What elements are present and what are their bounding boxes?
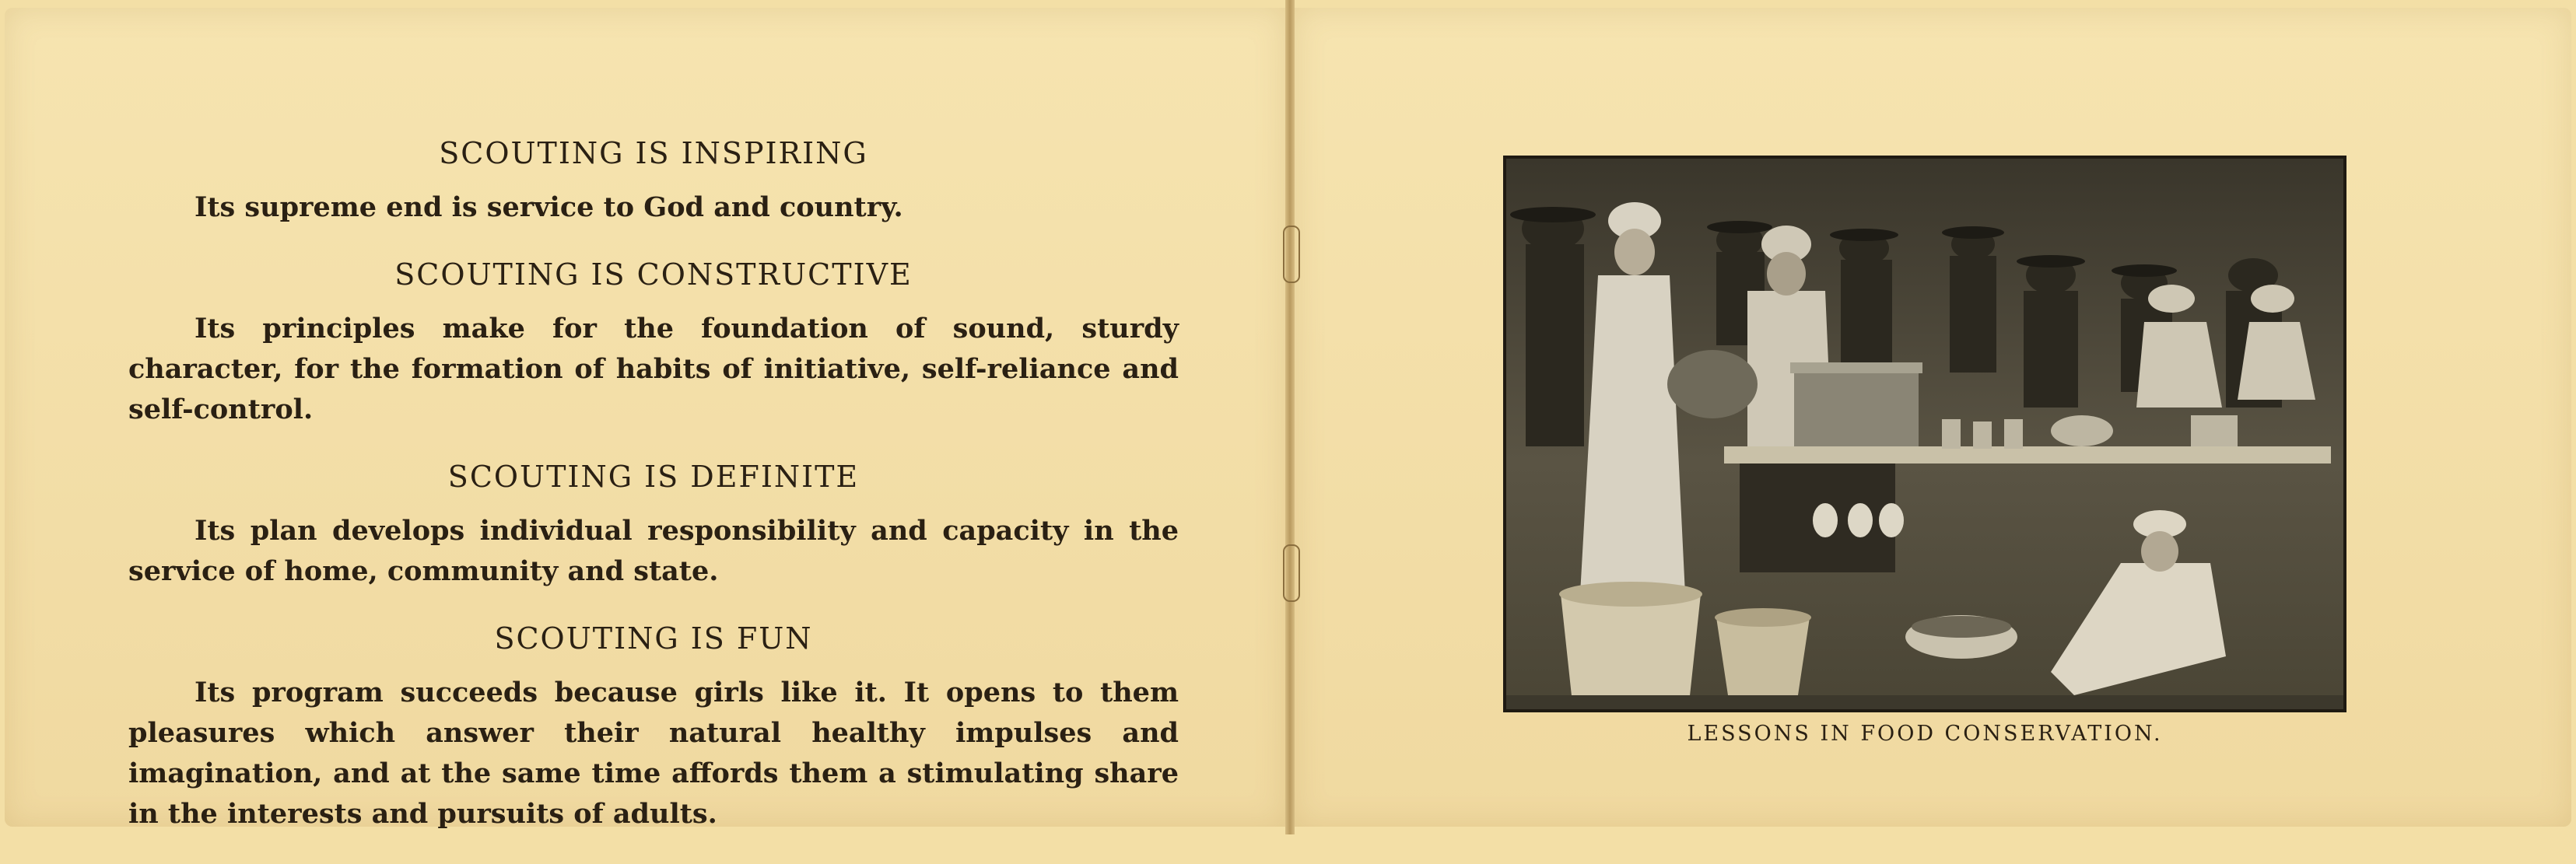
section-heading: SCOUTING IS CONSTRUCTIVE	[394, 257, 913, 292]
section-heading: SCOUTING IS FUN	[494, 621, 813, 656]
section-heading: SCOUTING IS DEFINITE	[447, 460, 860, 494]
food-conservation-photo	[1503, 156, 2346, 712]
photo-caption: LESSONS IN FOOD CONSERVATION.	[1687, 722, 2163, 746]
binding-stitch	[1283, 226, 1300, 283]
photo-illustration	[1506, 159, 2343, 709]
section-body: Its program succeeds because girls like it. It opens to them pleasures which answer their natural healthy impulses and imagination, and at the same time affords them a stimulating share in the interests and pursuits of adults.	[128, 677, 1179, 830]
section-heading: SCOUTING IS INSPIRING	[439, 136, 868, 170]
section-body: Its supreme end is service to God and country.	[195, 191, 903, 223]
section-body: Its plan develops individual responsibility and capacity in the service of home, community and state.	[128, 515, 1179, 587]
section-body: Its principles make for the foundation of sound, sturdy character, for the formation of habits of initiative, self-reliance and self-control.	[128, 313, 1179, 425]
binding-stitch	[1283, 544, 1300, 602]
scouting-text-column	[128, 136, 1179, 864]
booklet-fold	[1285, 0, 1295, 834]
